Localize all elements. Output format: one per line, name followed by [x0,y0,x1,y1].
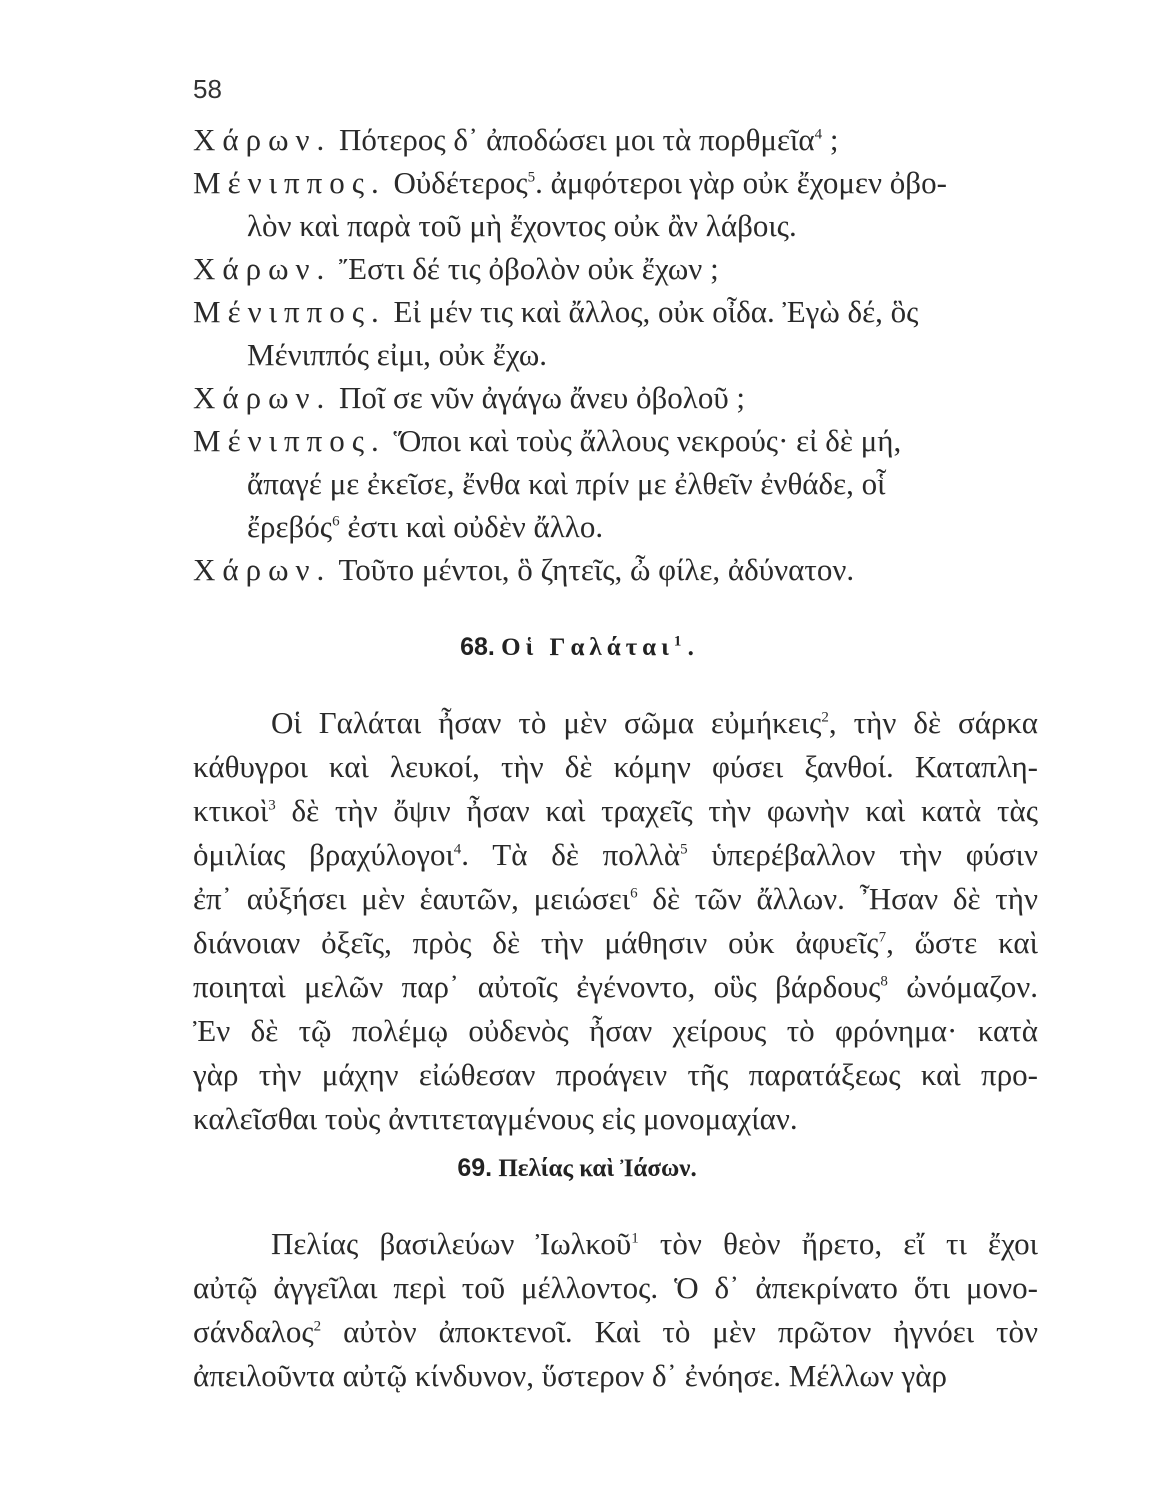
line-text: ὁμιλίας βραχύλογοι [193,837,454,872]
dialogue-line [193,419,1038,462]
dialogue-line [193,204,1038,247]
footnote-marker: 3 [268,797,276,814]
speaker-name: Μένιππος. [193,165,386,200]
text-line [193,701,1038,745]
text-line [193,1053,1038,1097]
dialogue-line [193,161,1038,204]
dialogue-line [193,505,1038,548]
dialogue-text: Ὅποι καὶ τοὺς ἄλλους νεκρούς· εἰ δὲ μή, [393,423,902,458]
line-text: διάνοιαν ὀξεῖς, πρὸς δὲ τὴν μάθησιν οὐκ ἀφυεῖς [193,925,879,960]
text-line [193,789,1038,833]
footnote-marker: 4 [814,126,823,143]
line-text: δὲ τῶν ἄλλων. Ἦσαν δὲ τὴν [637,881,1038,916]
line-text: αὐτῷ ἀγγεῖλαι περὶ τοῦ μέλλοντος. Ὁ δ᾽ ἀπεκρίνατο ὅτι μονο- [193,1270,1038,1305]
section-68-end: . [687,634,694,661]
footnote-marker: 5 [527,169,536,186]
dialogue-text: λὸν καὶ παρὰ τοῦ μὴ ἔχοντος οὐκ ἂν λάβοις. [247,208,797,243]
dialogue-line [193,333,1038,376]
dialogue-line [193,462,1038,505]
dialogue-text: Ποῖ σε νῦν ἀγάγω ἄνευ ὀβολοῦ ; [339,380,746,415]
text-line [193,1354,1038,1398]
line-text: κάθυγροι καὶ λευκοί, τὴν δὲ κόμην φύσει ξανθοί. Καταπλη- [193,749,1038,784]
speaker-name: Χάρων. [193,122,332,157]
line-text: ὠνόμαζον. [887,969,1038,1004]
text-line [193,1009,1038,1053]
speaker-name: Χάρων. [193,380,332,415]
section-69-heading [0,1154,1154,1183]
dialogue-text: ἐστι καὶ οὐδὲν ἄλλο. [339,509,604,544]
text-line [193,1222,1038,1266]
section-68-heading [0,633,1154,662]
line-text: Πελίας βασιλεύων Ἰωλκοῦ [271,1226,632,1261]
dialogue-text: Πότερος δ᾽ ἀποδώσει μοι τὰ πορθμεῖα [339,122,815,157]
dialogue-text: Μένιππός εἰμι, οὐκ ἔχω. [247,337,548,372]
section-69-number: 69. [457,1154,493,1182]
dialogue-text: ἔρεβός [247,509,333,544]
dialogue-text: ἄπαγέ με ἐκεῖσε, ἔνθα καὶ πρίν με ἐλθεῖν ἐνθάδε, οἷ [247,466,886,501]
speaker-name: Χάρων. [193,552,332,587]
dialogue-text: ; [822,122,839,157]
footnote-marker: 4 [453,841,462,858]
footnote-marker: 7 [878,929,887,946]
dialogue-text: . ἀμφότεροι γὰρ οὐκ ἔχομεν ὀβο- [535,165,947,200]
line-text: Οἱ Γαλάται ἦσαν τὸ μὲν σῶμα εὐμήκεις [271,705,822,740]
line-text: , τὴν δὲ σάρκα [828,705,1038,740]
line-text: ἐπ᾽ αὐξήσει μὲν ἑαυτῶν, μειώσει [193,881,631,916]
section-69-paragraph [193,1222,1038,1398]
line-text: ἀπειλοῦντα αὐτῷ κίνδυνον, ὕστερον δ᾽ ἐνόησε. Μέλλων γὰρ [193,1358,947,1393]
footnote-marker: 2 [821,709,829,726]
line-text: Ἐν δὲ τῷ πολέμῳ οὐδενὸς ἦσαν χείρους τὸ φρόνημα· κατὰ [193,1013,1038,1048]
section-68-number: 68. [460,633,495,661]
speaker-name: Χάρων. [193,251,332,286]
footnote-marker: 1 [631,1230,639,1247]
line-text: . Τὰ δὲ πολλὰ [461,837,681,872]
footnote-marker: 6 [332,513,340,530]
page-number: 58 [193,74,222,104]
dialogue-text: Ἔστι δέ τις ὀβολὸν οὐκ ἔχων ; [339,251,719,286]
section-69-end: . [690,1155,697,1182]
text-line [193,1310,1038,1354]
speaker-name: Μένιππος. [193,294,386,329]
line-text: δὲ τὴν ὄψιν ἦσαν καὶ τραχεῖς τὴν φωνὴν καὶ κατὰ τὰς [275,793,1038,828]
line-text: τὸν θεὸν ἤρετο, εἴ τι ἔχοι [638,1226,1038,1261]
dialogue-line [193,376,1038,419]
footnote-marker: 8 [880,973,888,990]
dialogue-line [193,118,1038,161]
dialogue-block [193,118,1038,591]
footnote-marker: 2 [313,1318,322,1335]
dialogue-text: Τοῦτο μέντοι, ὃ ζητεῖς, ὦ φίλε, ἀδύνατον. [338,552,855,587]
line-text: γὰρ τὴν μάχην εἰώθεσαν προάγειν τῆς παρατάξεως καὶ προ- [193,1057,1038,1092]
line-text: καλεῖσθαι τοὺς ἀντιτεταγμένους εἰς μονομαχίαν. [193,1101,798,1136]
dialogue-text: Εἰ μέν τις καὶ ἄλλος, οὐκ οἶδα. Ἐγὼ δέ, ὃς [393,294,919,329]
section-68-paragraph [193,701,1038,1141]
section-69-title: Πελίας καὶ Ἰάσων [498,1155,691,1182]
line-text: κτικοὶ [193,793,269,828]
text-line [193,1266,1038,1310]
section-68-title-footnote: 1 [673,633,682,650]
text-line [193,877,1038,921]
dialogue-line [193,247,1038,290]
dialogue-text: Οὐδέτερος [393,165,528,200]
line-text: ὑπερέβαλλον τὴν φύσιν [687,837,1038,872]
line-text: ποιηταὶ μελῶν παρ᾽ αὐτοῖς ἐγένοντο, οὓς βάρδους [193,969,881,1004]
text-line [193,745,1038,789]
line-text: σάνδαλος [193,1314,314,1349]
line-text: , ὥστε καὶ [886,925,1038,960]
footnote-marker: 5 [680,841,688,858]
text-line [193,833,1038,877]
speaker-name: Μένιππος. [193,423,386,458]
footnote-marker: 6 [630,885,638,902]
dialogue-line [193,548,1038,591]
dialogue-line [193,290,1038,333]
text-line [193,965,1038,1009]
text-line [193,921,1038,965]
section-68-title: Οἱ Γαλάται [501,634,674,661]
line-text: αὐτὸν ἀποκτενοῖ. Καὶ τὸ μὲν πρῶτον ἠγνόει τὸν [321,1314,1038,1349]
text-line [193,1097,1038,1141]
